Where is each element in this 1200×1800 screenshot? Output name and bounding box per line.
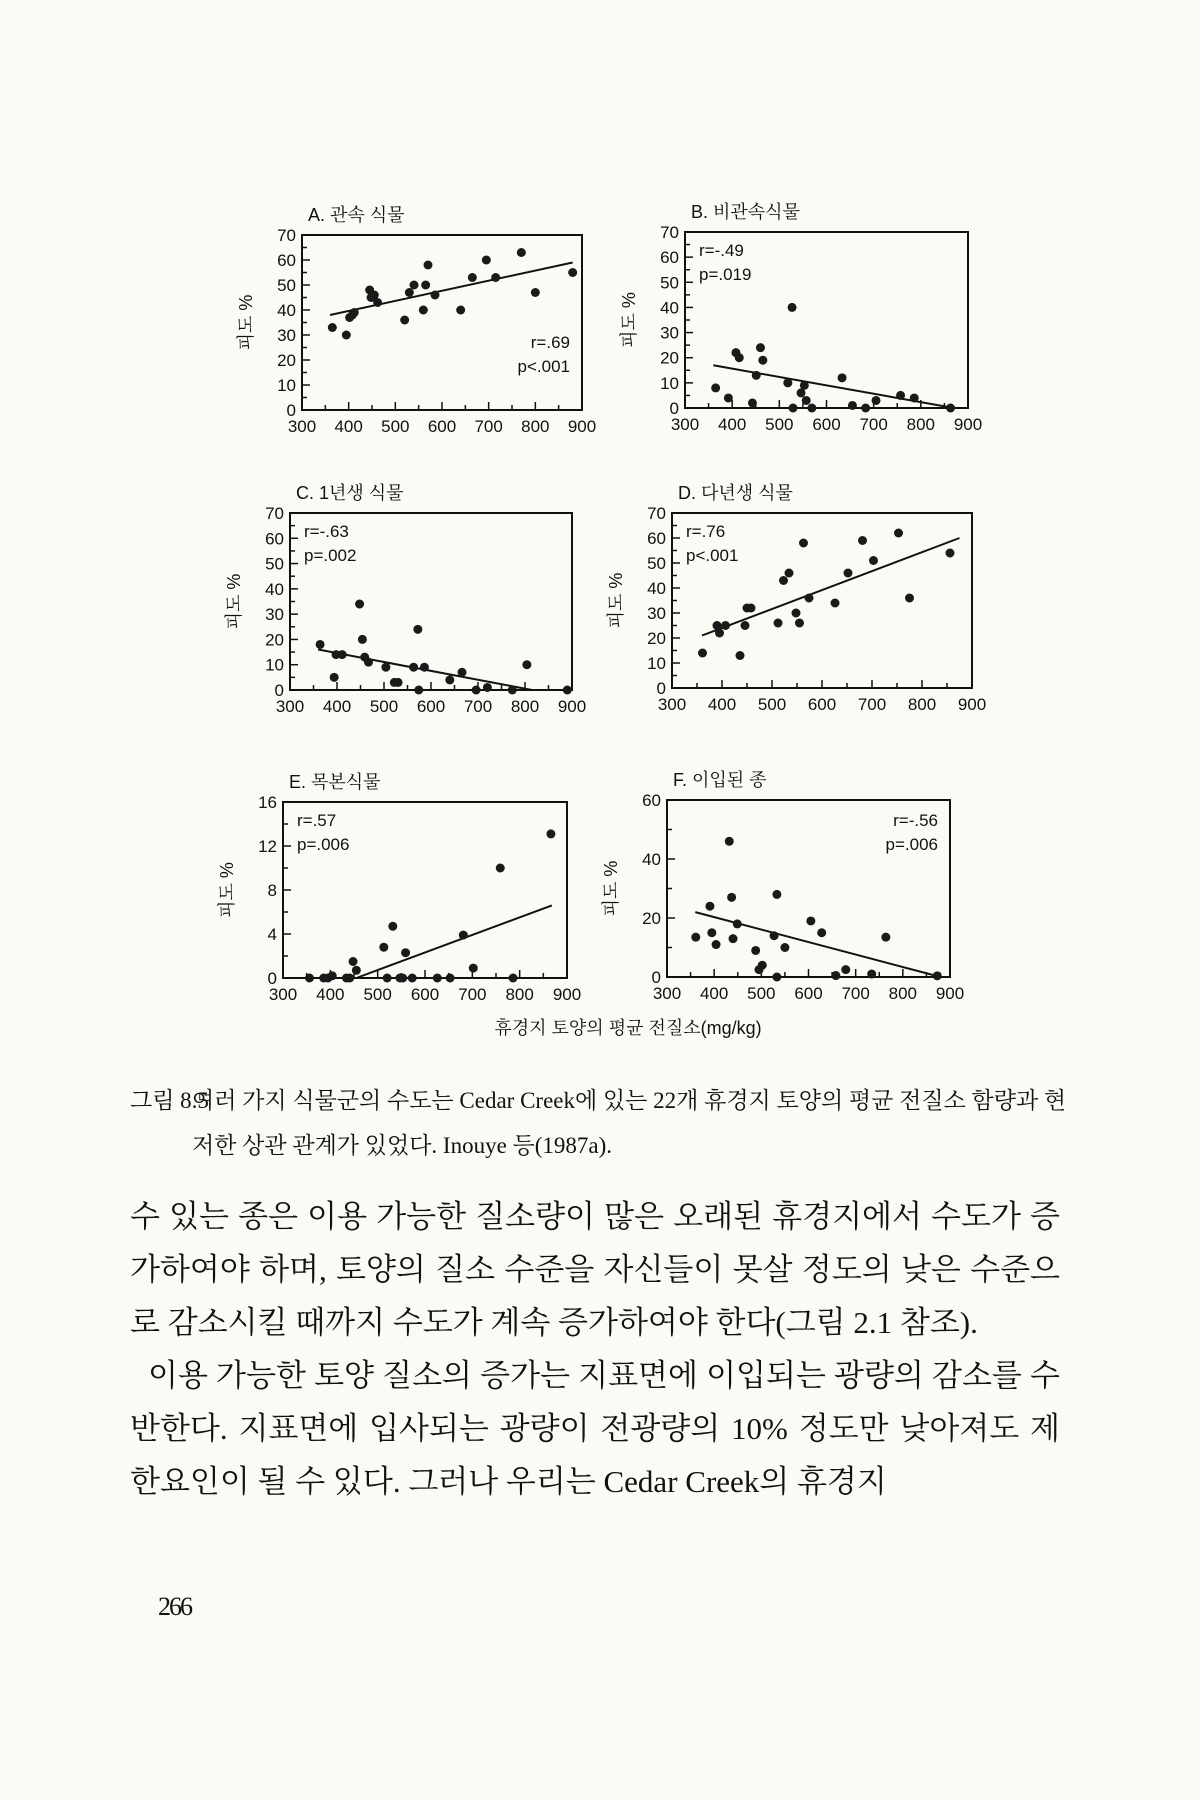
y-tick-label: 0 xyxy=(274,681,284,700)
data-point xyxy=(568,268,577,277)
data-point xyxy=(858,536,867,545)
data-point xyxy=(355,600,364,609)
y-axis-label: 피도 % xyxy=(606,572,626,629)
correlation-r: r=.69 xyxy=(530,333,570,352)
correlation-r: r=-.49 xyxy=(699,241,744,260)
y-tick-label: 40 xyxy=(265,579,284,599)
data-point xyxy=(330,673,339,682)
x-tick-label: 800 xyxy=(510,697,540,716)
y-tick-label: 70 xyxy=(277,226,296,245)
data-point xyxy=(305,974,314,983)
p-value: p<.001 xyxy=(686,546,739,565)
data-point xyxy=(795,619,804,628)
y-tick-label: 8 xyxy=(267,881,277,900)
p-value: p=.019 xyxy=(699,265,752,284)
data-point xyxy=(867,970,876,979)
x-tick-label: 400 xyxy=(699,984,729,1003)
data-point xyxy=(401,948,410,957)
data-point xyxy=(446,974,455,983)
p-value: p=.006 xyxy=(297,835,350,854)
data-point xyxy=(350,308,359,317)
data-point xyxy=(736,651,745,660)
x-tick-label: 500 xyxy=(747,984,776,1003)
y-tick-label: 30 xyxy=(277,326,296,345)
x-tick-label: 600 xyxy=(794,984,823,1003)
data-point xyxy=(349,957,358,966)
y-tick-label: 60 xyxy=(642,791,661,810)
data-point xyxy=(381,663,390,672)
data-point xyxy=(358,635,367,644)
y-axis-label: 피도 % xyxy=(224,573,244,630)
y-tick-label: 30 xyxy=(660,323,679,343)
data-point xyxy=(724,393,733,402)
data-point xyxy=(785,569,794,578)
chart-title: F. 이입된 종 xyxy=(673,770,767,790)
data-point xyxy=(838,373,847,382)
data-point xyxy=(421,281,430,290)
x-tick-label: 500 xyxy=(381,417,410,436)
x-tick-label: 400 xyxy=(316,985,345,1004)
y-tick-label: 10 xyxy=(647,654,666,673)
y-tick-label: 50 xyxy=(265,554,284,574)
y-tick-label: 40 xyxy=(642,850,661,869)
data-point xyxy=(807,404,816,413)
y-tick-label: 20 xyxy=(642,909,661,928)
data-point xyxy=(747,604,756,613)
y-tick-label: 30 xyxy=(265,605,284,625)
data-point xyxy=(758,961,767,970)
data-point xyxy=(409,663,418,672)
shared-x-axis-label: 휴경지 토양의 평균 전질소(mg/kg) xyxy=(494,1018,762,1038)
x-tick-label: 600 xyxy=(812,415,841,434)
data-point xyxy=(373,298,382,307)
data-point xyxy=(420,663,429,672)
y-axis-label: 피도 % xyxy=(601,860,621,917)
y-tick-label: 50 xyxy=(647,554,666,573)
chart-title: D. 다년생 식물 xyxy=(678,483,793,503)
data-point xyxy=(800,381,809,390)
x-tick-label: 400 xyxy=(717,415,747,434)
p-value: p<.001 xyxy=(517,357,570,376)
data-point xyxy=(394,678,403,687)
data-point xyxy=(802,396,811,405)
data-point xyxy=(772,973,781,982)
x-tick-label: 500 xyxy=(369,697,399,716)
data-point xyxy=(725,837,734,846)
y-tick-label: 20 xyxy=(647,629,666,648)
x-tick-label: 900 xyxy=(953,415,983,434)
data-point xyxy=(772,890,781,899)
data-point xyxy=(459,931,468,940)
data-point xyxy=(414,686,423,695)
data-point xyxy=(774,619,783,628)
data-point xyxy=(563,686,572,695)
data-point xyxy=(469,964,478,973)
data-point xyxy=(715,629,724,638)
y-tick-label: 0 xyxy=(656,679,666,698)
chart-title: E. 목본식물 xyxy=(289,772,381,792)
data-point xyxy=(756,343,765,352)
data-point xyxy=(531,288,540,297)
data-point xyxy=(841,965,850,974)
data-point xyxy=(733,919,742,928)
x-tick-label: 900 xyxy=(567,417,597,436)
data-point xyxy=(894,529,903,538)
data-point xyxy=(780,943,789,952)
y-axis-label: 피도 % xyxy=(236,294,256,351)
y-tick-label: 4 xyxy=(267,925,277,944)
y-tick-label: 0 xyxy=(651,968,661,987)
data-point xyxy=(517,248,526,257)
data-point xyxy=(508,686,517,695)
x-tick-label: 600 xyxy=(427,417,457,436)
y-tick-label: 30 xyxy=(647,604,666,623)
data-point xyxy=(712,940,721,949)
x-tick-label: 500 xyxy=(757,695,787,714)
regression-line xyxy=(702,538,960,636)
x-tick-label: 400 xyxy=(334,417,363,436)
y-tick-label: 20 xyxy=(660,348,679,368)
data-point xyxy=(788,303,797,312)
data-point xyxy=(792,609,801,618)
data-point xyxy=(546,829,555,838)
y-tick-label: 60 xyxy=(660,248,679,268)
y-tick-label: 0 xyxy=(286,401,296,420)
x-tick-label: 600 xyxy=(410,985,440,1004)
data-point xyxy=(424,261,433,270)
data-point xyxy=(364,658,373,667)
data-point xyxy=(352,966,361,975)
x-tick-label: 600 xyxy=(416,697,446,716)
data-point xyxy=(735,353,744,362)
y-tick-label: 16 xyxy=(258,793,277,812)
x-tick-label: 700 xyxy=(841,984,870,1003)
data-point xyxy=(388,922,397,931)
y-tick-label: 60 xyxy=(265,529,284,549)
x-tick-label: 700 xyxy=(857,695,887,714)
y-tick-label: 40 xyxy=(277,301,296,320)
p-value: p=.002 xyxy=(304,546,357,565)
plot-frame xyxy=(302,235,582,410)
y-tick-label: 60 xyxy=(277,251,296,270)
data-point xyxy=(408,974,417,983)
data-point xyxy=(817,928,826,937)
y-tick-label: 50 xyxy=(660,273,679,293)
x-tick-label: 300 xyxy=(287,417,317,436)
data-point xyxy=(413,625,422,634)
data-point xyxy=(433,974,442,983)
x-tick-label: 300 xyxy=(657,695,687,714)
data-point xyxy=(910,393,919,402)
data-point xyxy=(345,974,354,983)
caption-text: 여러 가지 식물군의 수도는 Cedar Creek에 있는 22개 휴경지 토양의 평균 전질소 함량과 현저한 상관 관계가 있었다. Inouye 등(1987a). xyxy=(192,1088,1067,1158)
data-point xyxy=(946,404,955,413)
data-point xyxy=(328,323,337,332)
data-point xyxy=(831,971,840,980)
data-point xyxy=(707,928,716,937)
y-tick-label: 20 xyxy=(277,351,296,370)
regression-line xyxy=(356,905,551,978)
y-tick-label: 20 xyxy=(265,630,284,650)
y-tick-label: 70 xyxy=(660,223,679,242)
data-point xyxy=(844,569,853,578)
data-point xyxy=(509,974,518,983)
data-point xyxy=(472,686,481,695)
correlation-r: r=-.56 xyxy=(893,811,938,830)
x-tick-label: 600 xyxy=(807,695,837,714)
data-point xyxy=(861,404,870,413)
data-point xyxy=(458,668,467,677)
data-point xyxy=(789,404,798,413)
chart-title: B. 비관속식물 xyxy=(691,202,800,222)
y-tick-label: 40 xyxy=(647,579,666,598)
data-point xyxy=(383,974,392,983)
data-point xyxy=(872,396,881,405)
data-point xyxy=(522,660,531,669)
x-tick-label: 300 xyxy=(268,985,298,1004)
correlation-r: r=-.63 xyxy=(304,522,349,541)
y-tick-label: 10 xyxy=(265,655,284,675)
y-tick-label: 70 xyxy=(647,504,666,523)
y-tick-label: 50 xyxy=(277,276,296,295)
data-point xyxy=(748,398,757,407)
p-value: p=.006 xyxy=(885,835,938,854)
x-tick-label: 700 xyxy=(458,985,487,1004)
data-point xyxy=(881,933,890,942)
data-point xyxy=(691,933,700,942)
data-point xyxy=(405,288,414,297)
data-point xyxy=(869,556,878,565)
y-tick-label: 10 xyxy=(660,373,679,393)
paragraph: 이용 가능한 토양 질소의 증가는 지표면에 이입되는 광량의 감소를 수반한다. 지표면에 입사되는 광량이 전광량의 10% 정도만 낮아져도 제한요인이 될 수 있다. 그러나 우리는 Cedar Creek의 휴경지 xyxy=(130,1358,1060,1499)
y-axis-label: 피도 % xyxy=(619,292,639,348)
data-point xyxy=(946,549,955,558)
data-point xyxy=(848,401,857,410)
data-point xyxy=(316,640,325,649)
data-point xyxy=(806,916,815,925)
data-point xyxy=(770,931,779,940)
figure-caption xyxy=(130,1078,1070,1168)
data-point xyxy=(483,683,492,692)
y-tick-label: 70 xyxy=(265,504,284,523)
data-point xyxy=(896,391,905,400)
data-point xyxy=(831,599,840,608)
data-point xyxy=(751,946,760,955)
data-point xyxy=(482,256,491,265)
data-point xyxy=(727,893,736,902)
x-tick-label: 900 xyxy=(552,985,582,1004)
data-point xyxy=(468,273,477,282)
correlation-r: r=.76 xyxy=(686,522,726,541)
data-point xyxy=(933,971,942,980)
data-point xyxy=(705,902,714,911)
data-point xyxy=(456,306,465,315)
data-point xyxy=(410,281,419,290)
data-point xyxy=(496,864,505,873)
chart-title: C. 1년생 식물 xyxy=(296,483,404,503)
y-tick-label: 10 xyxy=(277,376,296,395)
caption-label: 그림 8.5 xyxy=(130,1088,209,1113)
x-tick-label: 900 xyxy=(557,697,587,716)
data-point xyxy=(805,594,814,603)
y-tick-label: 0 xyxy=(267,969,277,988)
data-point xyxy=(400,316,409,325)
x-tick-label: 700 xyxy=(474,417,503,436)
x-tick-label: 800 xyxy=(888,984,918,1003)
data-point xyxy=(783,378,792,387)
data-point xyxy=(799,539,808,548)
data-point xyxy=(721,621,730,630)
data-point xyxy=(398,974,407,983)
data-point xyxy=(758,356,767,365)
data-point xyxy=(342,331,351,340)
y-axis-label: 피도 % xyxy=(217,862,237,918)
x-tick-label: 300 xyxy=(670,415,700,434)
x-tick-label: 400 xyxy=(707,695,737,714)
data-point xyxy=(729,934,738,943)
data-point xyxy=(328,971,337,980)
paragraph: 수 있는 종은 이용 가능한 질소량이 많은 오래된 휴경지에서 수도가 증가하여야 하며, 토양의 질소 수준을 자신들이 못살 정도의 낮은 수준으로 감소시킬 때까지 수도가 계속 증가하여야 한다(그림 2.1 참조). xyxy=(130,1199,1060,1340)
data-point xyxy=(741,621,750,630)
x-tick-label: 500 xyxy=(363,985,392,1004)
y-tick-label: 60 xyxy=(647,529,666,548)
regression-line xyxy=(695,912,940,977)
x-tick-label: 500 xyxy=(765,415,794,434)
x-tick-label: 900 xyxy=(935,984,965,1003)
x-tick-label: 700 xyxy=(463,697,493,716)
y-tick-label: 12 xyxy=(258,837,277,856)
data-point xyxy=(779,576,788,585)
x-tick-label: 300 xyxy=(652,984,682,1003)
x-tick-label: 700 xyxy=(859,415,888,434)
correlation-r: r=.57 xyxy=(297,811,337,830)
body-text xyxy=(130,1190,1060,1508)
page-number: 266 xyxy=(158,1592,191,1621)
data-point xyxy=(338,650,347,659)
data-point xyxy=(419,306,428,315)
x-tick-label: 300 xyxy=(275,697,305,716)
x-tick-label: 800 xyxy=(907,695,937,714)
chart-title: A. 관속 식물 xyxy=(308,205,405,225)
x-tick-label: 400 xyxy=(322,697,352,716)
x-tick-label: 800 xyxy=(521,417,550,436)
x-tick-label: 800 xyxy=(906,415,936,434)
data-point xyxy=(491,273,500,282)
data-point xyxy=(752,371,761,380)
x-tick-label: 800 xyxy=(505,985,534,1004)
data-point xyxy=(431,291,440,300)
data-point xyxy=(698,649,707,658)
data-point xyxy=(711,383,720,392)
data-point xyxy=(905,594,914,603)
y-tick-label: 40 xyxy=(660,298,679,318)
y-tick-label: 0 xyxy=(669,399,679,418)
x-tick-label: 900 xyxy=(957,695,987,714)
data-point xyxy=(379,943,388,952)
data-point xyxy=(445,675,454,684)
